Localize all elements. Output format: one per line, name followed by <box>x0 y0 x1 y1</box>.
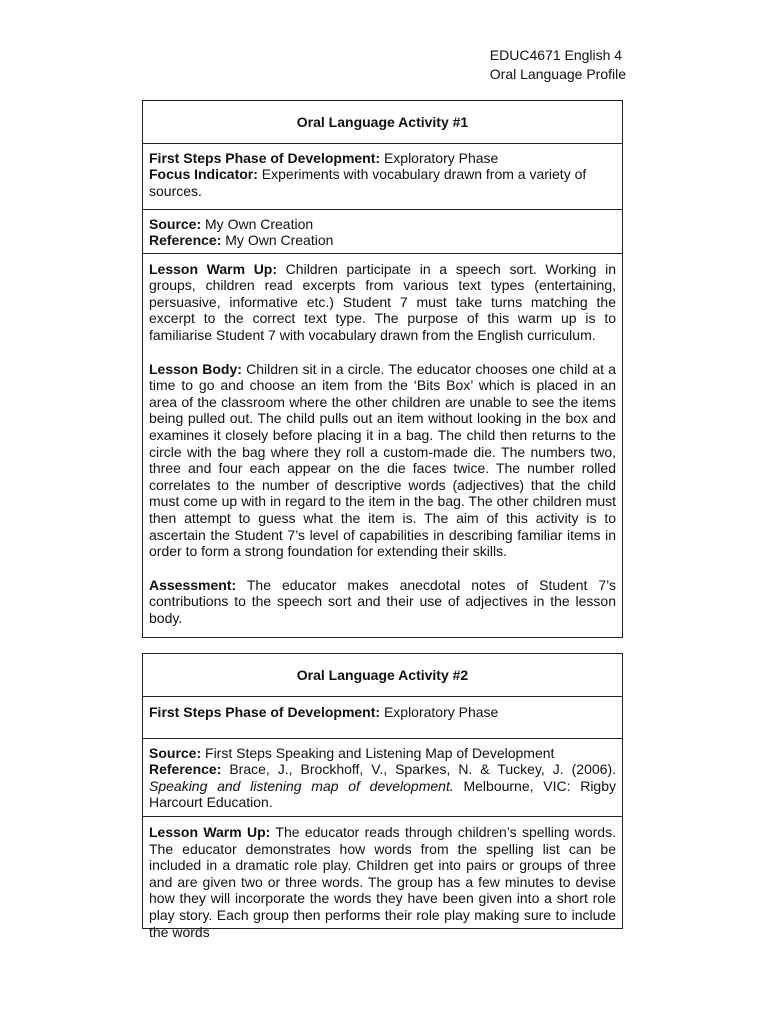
focus-line <box>149 166 616 199</box>
reference-label: Reference: <box>149 232 222 249</box>
lesson-body-label: Lesson Body: <box>149 360 242 377</box>
reference-value: My Own Creation <box>221 232 334 249</box>
source-label: Source: <box>149 215 202 232</box>
assessment-text: The educator makes anecdotal notes of Student 7’s contributions to the speech sort and their use of adjectives in the lesson body. <box>149 576 616 626</box>
source-label: Source: <box>149 744 202 761</box>
reference-label: Reference: <box>149 761 222 778</box>
warmup-label: Lesson Warm Up: <box>149 260 278 277</box>
warmup-text: The educator reads through children’s spelling words. The educator demonstrates how words from the spelling list can be included in a dramatic role play. Children get into pairs or groups of three and are given two or three words. The group has a few minutes to devise how they will incorporate the words they have been given into a short role play story. Each group then performs their role play making sure to include the words <box>149 823 616 940</box>
phase-label: First Steps Phase of Development: <box>149 703 381 720</box>
activity-1-title: Oral Language Activity #1 <box>296 114 469 130</box>
activity-2-table <box>142 653 623 940</box>
assessment-paragraph <box>149 577 616 627</box>
warmup-paragraph <box>149 261 616 344</box>
activity-1-phase-cell <box>143 143 622 209</box>
activity-1-lesson-cell <box>143 253 622 638</box>
lesson-body-text: Children sit in a circle. The educator chooses one child at a time to go and choose an item from the ‘Bits Box’ which is placed in an area of the classroom where the other children are unable to see the items being pulled out. The child pulls out an item without looking in the box and examines it closely before placing it in a bag. The child then returns to the circle with the bag where they roll a custom-made die. The numbers two, three and four each appear on the die faces twice. The number rolled correlates to the number of descriptive words (adjectives) that the child must come up with in regard to the item in the bag. The other children must then attempt to guess what the item is. The aim of this activity is to ascertain the Student 7’s level of capabilities in describing familiar items in order to form a strong foundation for extending their skills. <box>149 360 616 560</box>
document-title: Oral Language Profile <box>489 66 626 82</box>
source-line <box>149 745 616 762</box>
source-value: My Own Creation <box>201 215 314 232</box>
course-code: EDUC4671 English 4 <box>489 47 623 63</box>
warmup-paragraph <box>149 824 616 940</box>
activity-2-source-cell <box>143 738 622 816</box>
source-line <box>149 216 616 233</box>
activity-1-source-cell <box>143 209 622 253</box>
warmup-label: Lesson Warm Up: <box>149 823 271 840</box>
reference-title: Speaking and listening map of development. <box>149 777 454 794</box>
phase-line <box>149 150 616 167</box>
activity-2-phase-cell <box>143 696 622 738</box>
phase-value: Exploratory Phase <box>380 149 499 166</box>
lesson-body-paragraph <box>149 361 616 560</box>
focus-value: Experiments with vocabulary drawn from a variety of sources. <box>149 166 587 199</box>
reference-line <box>149 232 616 249</box>
reference-line <box>149 761 616 811</box>
reference-value-pre: Brace, J., Brockhoff, V., Sparkes, N. & Tuckey, J. (2006). <box>221 761 616 778</box>
activity-2-title: Oral Language Activity #2 <box>296 667 469 683</box>
assessment-label: Assessment: <box>149 576 237 593</box>
reference-value-post: Melbourne, VIC: Rigby Harcourt Education. <box>149 777 616 811</box>
activity-1-table <box>142 100 623 638</box>
focus-label: Focus Indicator: <box>149 166 258 183</box>
activity-2-lesson-cell <box>143 816 622 945</box>
source-value: First Steps Speaking and Listening Map of Development <box>201 744 555 761</box>
page-header <box>490 46 626 84</box>
warmup-text: Children participate in a speech sort. Working in groups, children read excerpts from various text types (entertaining, persuasive, informative etc.) Student 7 must take turns matching the excerpt to the correct text type. The purpose of this warm up is to familiarise Student 7 with vocabulary drawn from the English curriculum. <box>149 260 617 343</box>
phase-value: Exploratory Phase <box>380 703 499 720</box>
phase-line <box>149 704 616 721</box>
phase-label: First Steps Phase of Development: <box>149 149 381 166</box>
